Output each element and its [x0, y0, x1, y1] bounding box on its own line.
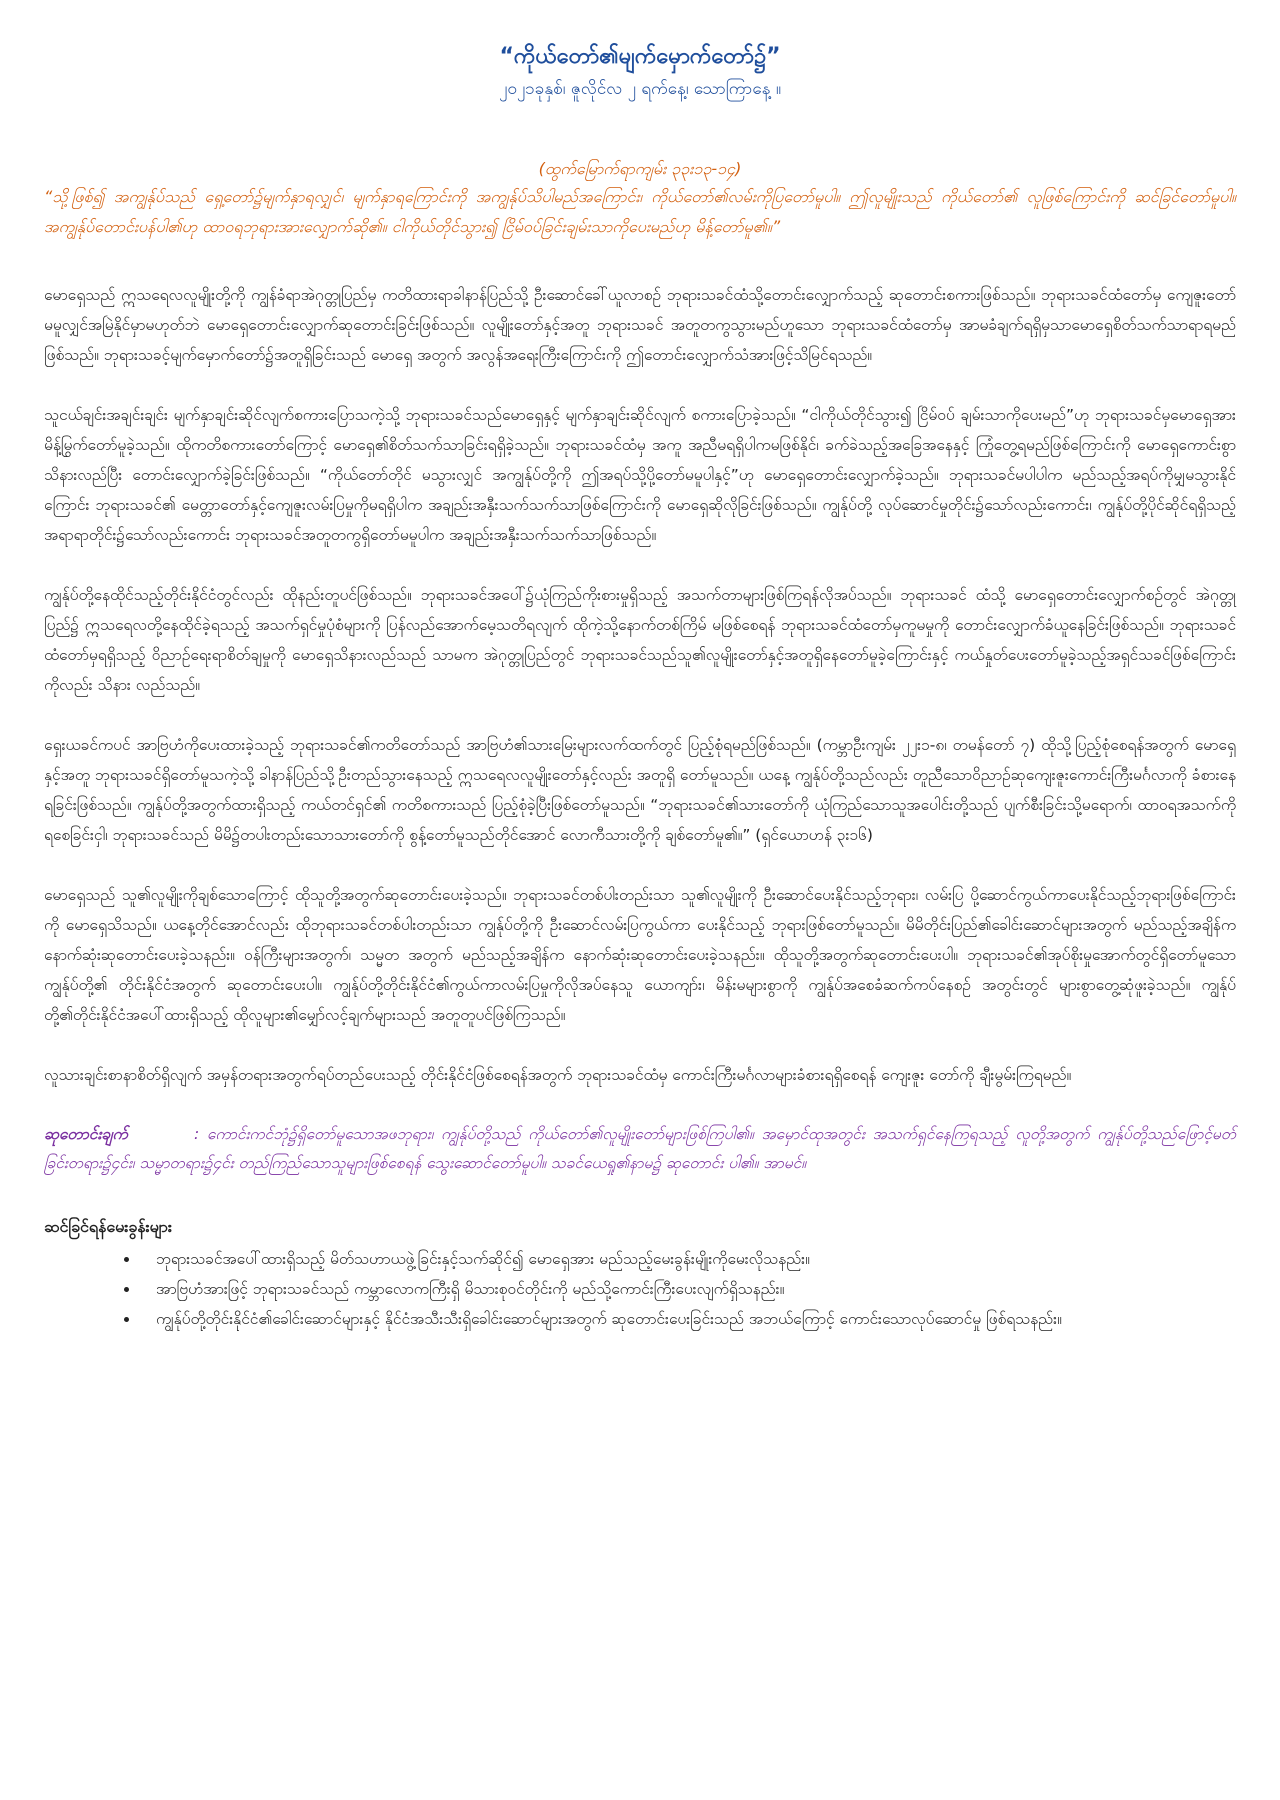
- page-title: “ကိုယ်တော်၏မျက်မှောက်တော်၌”: [499, 44, 781, 69]
- scripture-reference: (ထွက်မြောက်ရာကျမ်း ၃၃း၁၃-၁၄): [538, 159, 742, 178]
- questions-heading: ဆင်ခြင်ရန်မေးခွန်းများ: [44, 1217, 172, 1236]
- body-paragraphs: [44, 280, 1236, 1090]
- question-item: • အာဗြဟံအားဖြင့် ဘုရားသခင်သည် ကမ္ဘာလောကကြီးရှိ မိသားစုဝင်တိုင်းကို မည်သို့ကောင်းကြီးပေးလျက်ရှိသနည်း။: [140, 1274, 1236, 1304]
- date-line: ၂၀၂၁ခုနှစ်၊ ဇူလိုင်လ ၂ ရက်နေ့၊ သောကြာနေ့ ။: [499, 79, 781, 99]
- prayer-text: : ကောင်းကင်ဘုံ၌ရှိတော်မူသောအဖဘုရား၊ ကျွန်ုပ်တို့သည် ကိုယ်တော်၏လူမျိုးတော်များဖြစ်ကြပါ၏။ အမှောင်ထုအတွင်း အသက်ရှင်နေကြရသည့် လူတို့အတွက် ကျွန်ုပ်တို့သည်ဖြောင့်မတ်ခြင်းတရား၌၄င်း၊ သမ္မာတရား၌၄င်း တည်ကြည်သောသူများဖြစ်စေရန် သွေးဆောင်တော်မူပါ။ သခင်ယေရှု၏နာမ၌ ဆုတောင်း ပါ၏။ အာမင်။: [44, 1125, 1236, 1172]
- prayer-block: [44, 1120, 1236, 1178]
- scripture-quote: “သို့ဖြစ်၍ အကျွန်ုပ်သည် ရှေ့တော်၌မျက်နှာရလျှင်၊ မျက်နှာရကြောင်းကို အကျွန်ုပ်သိပါမည်အကြောင်း၊ ကိုယ်တော်၏လမ်းကိုပြတော်မူပါ။ ဤလူမျိုးသည် ကိုယ်တော်၏ လူဖြစ်ကြောင်းကို ဆင်ခြင်တော်မူပါ။ အကျွန်ုပ်တောင်းပန်ပါ၏ဟု ထာဝရဘုရားအားလျှောက်ဆို၏။ ငါကိုယ်တိုင်သွား၍ ငြိမ်ဝပ်ခြင်းချမ်းသာကိုပေးမည်ဟု မိန့်တော်မူ၏။”: [44, 187, 1236, 236]
- body-paragraph: ကျွန်ုပ်တို့နေထိုင်သည့်တိုင်းနိုင်ငံတွင်လည်း ထိုနည်းတူပင်ဖြစ်သည်။ ဘုရားသခင်အပေါ်၌ယုံကြည်ကိုးစားမှုရှိသည့် အသက်တာများဖြစ်ကြရန်လိုအပ်သည်။ ဘုရားသခင် ထံသို့ မောရှေတောင်းလျှောက်စဉ်တွင် အဲဂုတ္တုပြည်၌ ဣသရေလတို့နေထိုင်ခဲ့ရသည့် အသက်ရှင်မှုပုံစံများကို ပြန်လည်အောက်မေ့သတိရလျက် ထိုကဲ့သို့နောက်တစ်ကြိမ် မဖြစ်စေရန် ဘုရားသခင်ထံတော်မှကူမမှုကို တောင်းလျှောက်ခံယူနေခြင်းဖြစ်သည်။ ဘုရားသခင်ထံတော်မှရရှိသည့် ဝိညာဉ်ရေးရာစိတ်ချမှုကို မောရှေသိနားလည်သည် သာမက အဲဂုတ္တုပြည်တွင် ဘုရားသခင်သည်သူ၏လူမျိုးတော်နှင့်အတူရှိနေတော်မူခဲ့ကြောင်းနှင့် ကယ်နှုတ်ပေးတော်မူခဲ့သည့်အရှင်သခင်ဖြစ်ကြောင်းကိုလည်း သိနား လည်သည်။: [44, 586, 1236, 694]
- body-paragraph: သူငယ်ချင်းအချင်းချင်း မျက်နှာချင်းဆိုင်လျက်စကားပြောသကဲ့သို့ ဘုရားသခင်သည်မောရှေနှင့် မျက်နှာချင်းဆိုင်လျက် စကားပြောခဲ့သည်။ “ငါကိုယ်တိုင်သွား၍ ငြိမ်ဝပ် ချမ်းသာကိုပေးမည်”ဟု ဘုရားသခင်မှမောရှေအားမိန့်မြွက်တော်မူခဲ့သည်။ ထိုကတိစကားတော်ကြောင့် မောရှေ၏စိတ်သက်သာခြင်းရရှိခဲ့သည်။ ဘုရားသခင်ထံမှ အကူ အညီမရရှိပါကမဖြစ်နိုင်၊ ခက်ခဲသည့်အခြေအနေနှင့် ကြုံတွေ့ရမည်ဖြစ်ကြောင်းကို မောရှေကောင်းစွာသိနားလည်ပြီး တောင်းလျှောက်ခဲ့ခြင်းဖြစ်သည်။ “ကိုယ်တော်တိုင် မသွားလျှင် အကျွန်ုပ်တို့ကို ဤအရပ်သို့ပို့တော်မမူပါနှင့်”ဟု မောရှေတောင်းလျှောက်ခဲ့သည်။ ဘုရားသခင်မပါပါက မည်သည့်အရပ်ကိုမျှမသွားနိုင်ကြောင်း ဘုရားသခင်၏ မေတ္တာတော်နှင့်ကျေဇူးလမ်းပြမှုကိုမရရှိပါက အချည်းအနှီးသက်သက်သာဖြစ်ကြောင်းကို မောရှေဆိုလိုခြင်းဖြစ်သည်။ ကျွန်ုပ်တို့ လုပ်ဆောင်မှုတိုင်း၌သော်လည်းကောင်း၊ ကျွန်ုပ်တို့ပိုင်ဆိုင်ရရှိသည့်အရာရာတိုင်း၌သော်လည်းကောင်း ဘုရားသခင်အတူတကွရှိတော်မမူပါက အချည်းအနှီးသက်သက်သာဖြစ်သည်။: [44, 406, 1236, 544]
- question-item: • ကျွန်ုပ်တို့တိုင်းနိုင်ငံ၏ခေါင်းဆောင်များနှင့် နိုင်ငံအသီးသီးရှိခေါင်းဆောင်များအတွက် ဆုတောင်းပေးခြင်းသည် အဘယ်ကြောင့် ကောင်းသောလုပ်ဆောင်မှု ဖြစ်ရသနည်း။: [140, 1304, 1236, 1334]
- body-paragraph: မောရှေသည် သူ၏လူမျိုးကိုချစ်သောကြောင့် ထိုသူတို့အတွက်ဆုတောင်းပေးခဲ့သည်။ ဘုရားသခင်တစ်ပါးတည်းသာ သူ၏လူမျိုးကို ဦးဆောင်ပေးနိုင်သည့်ဘုရား၊ လမ်းပြ ပို့ဆောင်ကွယ်ကာပေးနိုင်သည့်ဘုရားဖြစ်ကြောင်းကို မောရှေသိသည်။ ယနေ့တိုင်အောင်လည်း ထိုဘုရားသခင်တစ်ပါးတည်းသာ ကျွန်ုပ်တို့ကို ဦးဆောင်လမ်းပြကွယ်ကာ ပေးနိုင်သည့် ဘုရားဖြစ်တော်မူသည်။ မိမိတိုင်းပြည်၏ခေါင်းဆောင်များအတွက် မည်သည့်အချိန်က နောက်ဆုံးဆုတောင်းပေးခဲ့သနည်း။ ဝန်ကြီးများအတွက်၊ သမ္မတ အတွက် မည်သည့်အချိန်က နောက်ဆုံးဆုတောင်းပေးခဲ့သနည်း။ ထိုသူတို့အတွက်ဆုတောင်းပေးပါ။ ဘုရားသခင်၏အုပ်စိုးမှုအောက်တွင်ရှိတော်မူသော ကျွန်ုပ်တို့၏ တိုင်းနိုင်ငံအတွက် ဆုတောင်းပေးပါ။ ကျွန်ုပ်တို့တိုင်းနိုင်ငံ၏ကွယ်ကာလမ်းပြမှုကိုလိုအပ်နေသူ ယောကျာ်း၊ မိန်းမများစွာကို ကျွန်ုပ်အစေခံဆက်ကပ်နေစဉ် အတွင်းတွင် များစွာတွေ့ဆုံဖူးခဲ့သည်။ ကျွန်ုပ်တို့၏တိုင်းနိုင်ငံအပေါ်ထားရှိသည့် ထိုလူများ၏မျှော်လင့်ချက်များသည် အတူတူပင်ဖြစ်ကြသည်။: [44, 886, 1236, 1024]
- body-paragraph: လူသားချင်းစာနာစိတ်ရှိလျက် အမှန်တရားအတွက်ရပ်တည်ပေးသည့် တိုင်းနိုင်ငံဖြစ်စေရန်အတွက် ဘုရားသခင်ထံမှ ကောင်းကြီးမင်္ဂလာများခံစားရရှိစေရန် ကျေးဇူး တော်ကို ချီးမွမ်းကြရမည်။: [44, 1066, 1072, 1084]
- body-paragraph: မောရှေသည် ဣသရေလလူမျိုးတို့ကို ကျွန်ခံရာအဲဂုတ္တုပြည်မှ ကတိထားရာခါနာန်ပြည်သို့ ဦးဆောင်ခေါ်ယူလာစဉ် ဘုရားသခင်ထံသို့တောင်းလျှောက်သည့် ဆုတောင်းစကားဖြစ်သည်။ ဘုရားသခင်ထံတော်မှ ကျေဇူးတော်မမူလျှင်အမြဲနိုင်မှာမဟုတ်ဘဲ မောရှေတောင်းလျှောက်ဆုတောင်းခြင်းဖြစ်သည်။ လူမျိုးတော်နှင့်အတူ ဘုရားသခင် အတူတကွသွားမည်ဟူသော ဘုရားသခင်ထံတော်မှ အာမခံချက်ရရှိမှသာမောရှေစိတ်သက်သာရာရမည်ဖြစ်သည်။ ဘုရားသခင့်မျက်မှောက်တော်၌အတူရှိခြင်းသည် မောရှေ အတွက် အလွန်အရေးကြီးကြောင်းကို ဤတောင်းလျှောက်သံအားဖြင့်သိမြင်ရသည်။: [44, 286, 1236, 364]
- question-item: • ဘုရားသခင်အပေါ်ထားရှိသည့် မိတ်သဟာယဖွဲ့ခြင်းနှင့်သက်ဆိုင်၍ မောရှေအား မည်သည့်မေးခွန်းမျိုးကိုမေးလိုသနည်း။: [140, 1244, 1236, 1274]
- questions-list: [44, 1244, 1236, 1334]
- prayer-label: ဆုတောင်းချက်: [44, 1125, 128, 1143]
- body-paragraph: ရှေးယခင်ကပင် အာဗြဟံကိုပေးထားခဲ့သည့် ဘုရားသခင်၏ကတိတော်သည် အာဗြဟံ၏သားမြေးများလက်ထက်တွင် ပြည့်စုံရမည်ဖြစ်သည်။ (ကမ္ဘာဦးကျမ်း ၂၂း၁-၈၊ တမန်တော် ၇) ထိုသို့ပြည့်စုံစေရန်အတွက် မောရှေနှင့်အတူ ဘုရားသခင်ရှိတော်မူသကဲ့သို့ ခါနာန်ပြည်သို့ဦးတည်သွားနေသည့် ဣသရေလလူမျိုးတော်နှင့်လည်း အတူရှိ တော်မူသည်။ ယနေ့ ကျွန်ုပ်တို့သည်လည်း တူညီသောဝိညာဉ်ဆုကျေးဇူးကောင်းကြီးမင်္ဂလာကို ခံစားနေရခြင်းဖြစ်သည်။ ကျွန်ုပ်တို့အတွက်ထားရှိသည့် ကယ်တင်ရှင်၏ ကတိစကားသည် ပြည့်စုံခဲ့ပြီးဖြစ်တော်မူသည်။ “ဘုရားသခင်၏သားတော်ကို ယုံကြည်သောသူအပေါင်းတို့သည် ပျက်စီးခြင်းသို့မရောက်၊ ထာဝရအသက်ကို ရစေခြင်းငှါ၊ ဘုရားသခင်သည် မိမိ၌တပါးတည်းသောသားတော်ကို စွန့်တော်မူသည်တိုင်အောင် လောကီသားတို့ကို ချစ်တော်မူ၏။” (ရှင်ယောဟန် ၃း၁၆): [44, 736, 1236, 844]
